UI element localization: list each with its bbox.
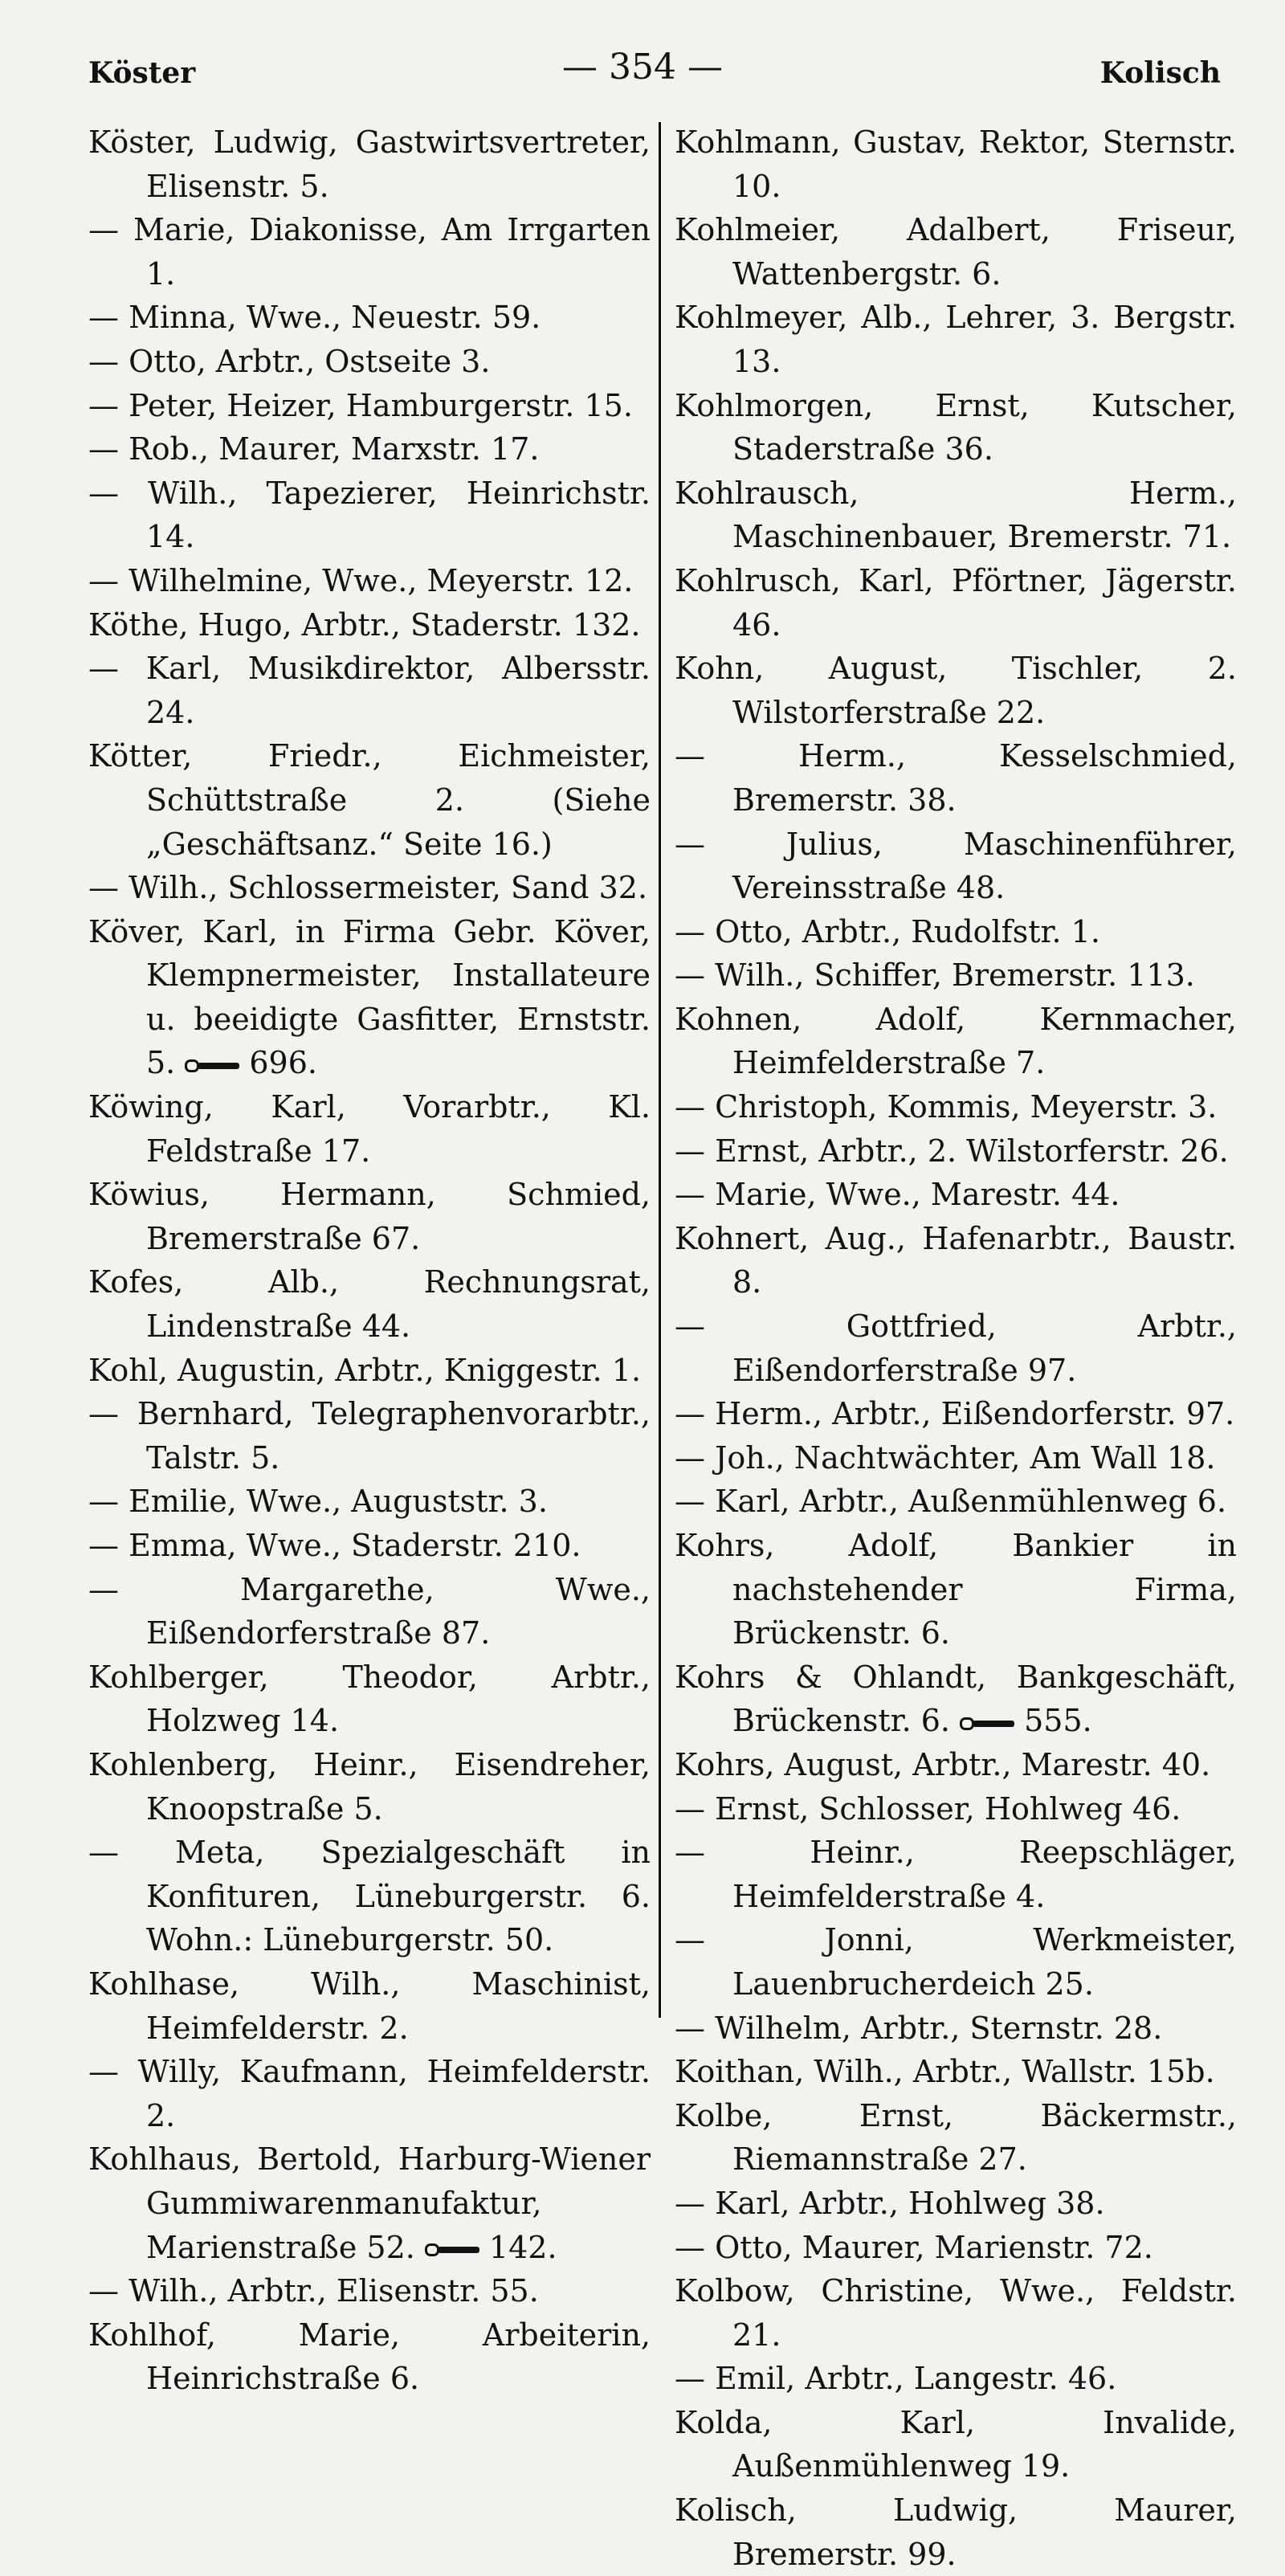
entry-text: Kohnen, Adolf, Kernmacher, Heimfelderstraße 7. <box>675 1001 1237 1081</box>
entry-text: — Gottfried, Arbtr., Eißendorferstraße 97. <box>675 1308 1237 1388</box>
entry-text: Kohlhase, Wilh., Maschinist, Heimfelderstr. 2. <box>88 1966 651 2046</box>
directory-entry <box>675 1524 1237 1655</box>
directory-entry <box>88 1568 651 1655</box>
entry-text: Kohlhaus, Bertold, Harburg-Wiener Gummiwarenmanufaktur, Marienstraße 52. <box>88 2141 651 2265</box>
directory-entry <box>88 1085 651 1173</box>
entry-text: Köver, Karl, in Firma Gebr. Köver, Klempnermeister, Installateure u. beeidigte Gasfitter, Ernststr. 5. <box>88 913 651 1081</box>
directory-entry <box>88 910 651 1085</box>
directory-entry <box>88 208 651 296</box>
entry-text: — Willy, Kaufmann, Heimfelderstr. 2. <box>88 2054 651 2133</box>
directory-entry <box>88 1349 651 1393</box>
running-head-right: Kolisch <box>1099 56 1221 90</box>
directory-entry <box>675 1831 1237 1918</box>
entry-text: Kolisch, Ludwig, Maurer, Bremerstr. 99. <box>675 2492 1237 2572</box>
entry-text: — Ernst, Arbtr., 2. Wilstorferstr. 26. <box>675 1133 1229 1169</box>
entry-text: Kötter, Friedr., Eichmeister, Schüttstraße 2. (Siehe „Geschäftsanz.“ Seite 16.) <box>88 738 651 862</box>
entry-text: — Otto, Arbtr., Ostseite 3. <box>88 343 491 379</box>
directory-entry <box>88 1392 651 1480</box>
directory-entry <box>88 1480 651 1524</box>
directory-entry <box>675 2226 1237 2270</box>
telephone-number: 142. <box>488 2229 557 2265</box>
entry-text: — Wilh., Schiffer, Bremerstr. 113. <box>675 957 1195 994</box>
directory-entry <box>88 1260 651 1348</box>
entry-text: — Herm., Arbtr., Eißendorferstr. 97. <box>675 1396 1235 1432</box>
directory-entry <box>88 1524 651 1568</box>
entry-text: — Bernhard, Telegraphenvorarbtr., Talstr. 5. <box>88 1396 651 1476</box>
right-column <box>675 120 1237 2576</box>
directory-entry <box>675 1743 1237 1787</box>
directory-entry <box>675 998 1237 1085</box>
directory-entry <box>88 2313 651 2401</box>
left-column <box>88 120 651 2401</box>
entry-text: Kohrs, Adolf, Bankier in nachstehender Firma, Brückenstr. 6. <box>675 1528 1237 1651</box>
entry-text: Kohlenberg, Heinr., Eisendreher, Knoopstraße 5. <box>88 1746 651 1827</box>
entry-text: — Christoph, Kommis, Meyerstr. 3. <box>675 1089 1218 1125</box>
entry-text: — Ernst, Schlosser, Hohlweg 46. <box>675 1790 1181 1827</box>
directory-entry <box>675 1436 1237 1480</box>
entry-text: — Margarethe, Wwe., Eißendorferstraße 87. <box>88 1571 651 1651</box>
entry-text: — Minna, Wwe., Neuestr. 59. <box>88 300 541 336</box>
entry-text: Köthe, Hugo, Arbtr., Staderstr. 132. <box>88 606 641 643</box>
entry-text: Kolbe, Ernst, Bäckermstr., Riemannstraße 27. <box>675 2097 1237 2178</box>
directory-entry <box>675 2269 1237 2357</box>
entry-text: — Otto, Arbtr., Rudolfstr. 1. <box>675 913 1100 949</box>
entry-text: Kohlmorgen, Ernst, Kutscher, Staderstraße 36. <box>675 387 1237 467</box>
directory-entry <box>675 2488 1237 2576</box>
entry-text: — Karl, Arbtr., Außenmühlenweg 6. <box>675 1484 1227 1520</box>
entry-text: Köwing, Karl, Vorarbtr., Kl. Feldstraße 17. <box>88 1089 651 1169</box>
entry-text: — Jonni, Werkmeister, Lauenbrucherdeich 25. <box>675 1922 1237 2002</box>
directory-entry <box>675 1480 1237 1524</box>
telephone-icon <box>960 1714 1016 1733</box>
entry-text: — Marie, Diakonisse, Am Irrgarten 1. <box>88 212 651 292</box>
entry-text: Kohn, August, Tischler, 2. Wilstorferstraße 22. <box>675 651 1237 730</box>
directory-entry <box>88 866 651 910</box>
entry-text: — Wilh., Arbtr., Elisenstr. 55. <box>88 2273 539 2309</box>
directory-entry <box>675 734 1237 822</box>
entry-text: — Peter, Heizer, Hamburgerstr. 15. <box>88 387 633 423</box>
entry-text: Koithan, Wilh., Arbtr., Wallstr. 15b. <box>675 2054 1215 2090</box>
directory-entry <box>675 1217 1237 1304</box>
entry-text: Kohlrusch, Karl, Pförtner, Jägerstr. 46. <box>675 562 1237 643</box>
directory-entry <box>88 1655 651 1743</box>
directory-entry <box>88 1962 651 2050</box>
entry-text: — Otto, Maurer, Marienstr. 72. <box>675 2229 1153 2265</box>
entry-text: Kohlberger, Theodor, Arbtr., Holzweg 14. <box>88 1659 651 1739</box>
directory-entry <box>675 296 1237 383</box>
directory-entry <box>675 1304 1237 1392</box>
entry-text: — Julius, Maschinenführer, Vereinsstraße 48. <box>675 826 1237 906</box>
directory-entry <box>675 2357 1237 2401</box>
entry-text: — Rob., Maurer, Marxstr. 17. <box>88 431 540 467</box>
entry-text: Kohrs & Ohlandt, Bankgeschäft, Brückenstr. 6. <box>675 1659 1237 1739</box>
directory-entry <box>88 296 651 340</box>
entry-text: Kofes, Alb., Rechnungsrat, Lindenstraße 44. <box>88 1264 651 1345</box>
directory-entry <box>88 1173 651 1260</box>
entry-text: Kohnert, Aug., Hafenarbtr., Baustr. 8. <box>675 1220 1237 1300</box>
entry-text: — Marie, Wwe., Marestr. 44. <box>675 1177 1120 1213</box>
entry-text: — Meta, Spezialgeschäft in Konfituren, Lüneburgerstr. 6. Wohn.: Lüneburgerstr. 50. <box>88 1835 651 1958</box>
directory-entry <box>675 1173 1237 1217</box>
directory-entry <box>675 1655 1237 1743</box>
entry-text: — Joh., Nachtwächter, Am Wall 18. <box>675 1439 1216 1476</box>
directory-entry <box>88 2269 651 2313</box>
entry-text: — Karl, Musikdirektor, Albersstr. 24. <box>88 651 651 730</box>
directory-entry <box>88 472 651 559</box>
directory-entry <box>675 384 1237 472</box>
directory-entry <box>675 559 1237 647</box>
entry-text: Kolbow, Christine, Wwe., Feldstr. 21. <box>675 2273 1237 2353</box>
entry-text: — Heinr., Reepschläger, Heimfelderstraße 4. <box>675 1835 1237 1914</box>
telephone-number: 696. <box>249 1045 317 1081</box>
entry-text: — Wilhelmine, Wwe., Meyerstr. 12. <box>88 562 634 598</box>
entry-text: — Karl, Arbtr., Hohlweg 38. <box>675 2185 1105 2221</box>
directory-entry <box>88 1831 651 1962</box>
entry-text: Kohlmeyer, Alb., Lehrer, 3. Bergstr. 13. <box>675 300 1237 379</box>
entry-text: — Wilh., Schlossermeister, Sand 32. <box>88 870 648 906</box>
directory-entry <box>88 734 651 866</box>
directory-entry <box>88 647 651 734</box>
entry-text: — Wilhelm, Arbtr., Sternstr. 28. <box>675 2010 1163 2046</box>
telephone-icon <box>425 2240 481 2260</box>
directory-entry <box>675 2007 1237 2051</box>
directory-entry <box>88 120 651 208</box>
entry-text: Kohlmann, Gustav, Rektor, Sternstr. 10. <box>675 125 1237 204</box>
entry-text: — Emil, Arbtr., Langestr. 46. <box>675 2361 1117 2397</box>
directory-entry <box>675 1085 1237 1129</box>
directory-entry <box>675 2401 1237 2488</box>
directory-entry <box>88 559 651 603</box>
entry-text: Kohrs, August, Arbtr., Marestr. 40. <box>675 1746 1211 1782</box>
directory-entry <box>675 1392 1237 1436</box>
directory-entry <box>675 953 1237 998</box>
entry-text: Kohlhof, Marie, Arbeiterin, Heinrichstraße 6. <box>88 2317 651 2397</box>
column-divider <box>659 122 661 2018</box>
entry-text: Kohlmeier, Adalbert, Friseur, Wattenbergstr. 6. <box>675 212 1237 292</box>
entry-text: Kolda, Karl, Invalide, Außenmühlenweg 19. <box>675 2404 1237 2484</box>
directory-entry <box>675 2050 1237 2094</box>
entry-text: — Wilh., Tapezierer, Heinrichstr. 14. <box>88 475 651 555</box>
directory-entry <box>88 427 651 472</box>
directory-entry <box>675 1129 1237 1174</box>
entry-text: Köster, Ludwig, Gastwirtsvertreter, Elisenstr. 5. <box>88 125 651 204</box>
directory-entry <box>88 1743 651 1831</box>
directory-entry <box>88 2137 651 2269</box>
directory-entry <box>88 340 651 384</box>
entry-text: Köwius, Hermann, Schmied, Bremerstraße 67. <box>88 1177 651 1256</box>
running-head-left: Köster <box>88 56 196 90</box>
directory-entry <box>675 1918 1237 2006</box>
directory-entry <box>675 120 1237 208</box>
directory-entry <box>675 823 1237 910</box>
telephone-icon <box>185 1056 241 1076</box>
directory-entry <box>675 1787 1237 1831</box>
directory-entry <box>88 603 651 647</box>
directory-entry <box>675 2094 1237 2182</box>
directory-entry <box>88 384 651 428</box>
directory-entry <box>675 647 1237 734</box>
page-number: — 354 — <box>562 47 723 88</box>
directory-entry <box>675 910 1237 954</box>
directory-entry <box>88 2050 651 2137</box>
telephone-number: 555. <box>1024 1703 1092 1739</box>
directory-entry <box>675 208 1237 296</box>
entry-text: Kohlrausch, Herm., Maschinenbauer, Bremerstr. 71. <box>675 475 1237 555</box>
directory-entry <box>675 2182 1237 2226</box>
directory-entry <box>675 472 1237 559</box>
entry-text: — Emma, Wwe., Staderstr. 210. <box>88 1528 581 1563</box>
entry-text: Kohl, Augustin, Arbtr., Kniggestr. 1. <box>88 1352 642 1388</box>
entry-text: — Herm., Kesselschmied, Bremerstr. 38. <box>675 738 1237 818</box>
entry-text: — Emilie, Wwe., Auguststr. 3. <box>88 1484 548 1520</box>
